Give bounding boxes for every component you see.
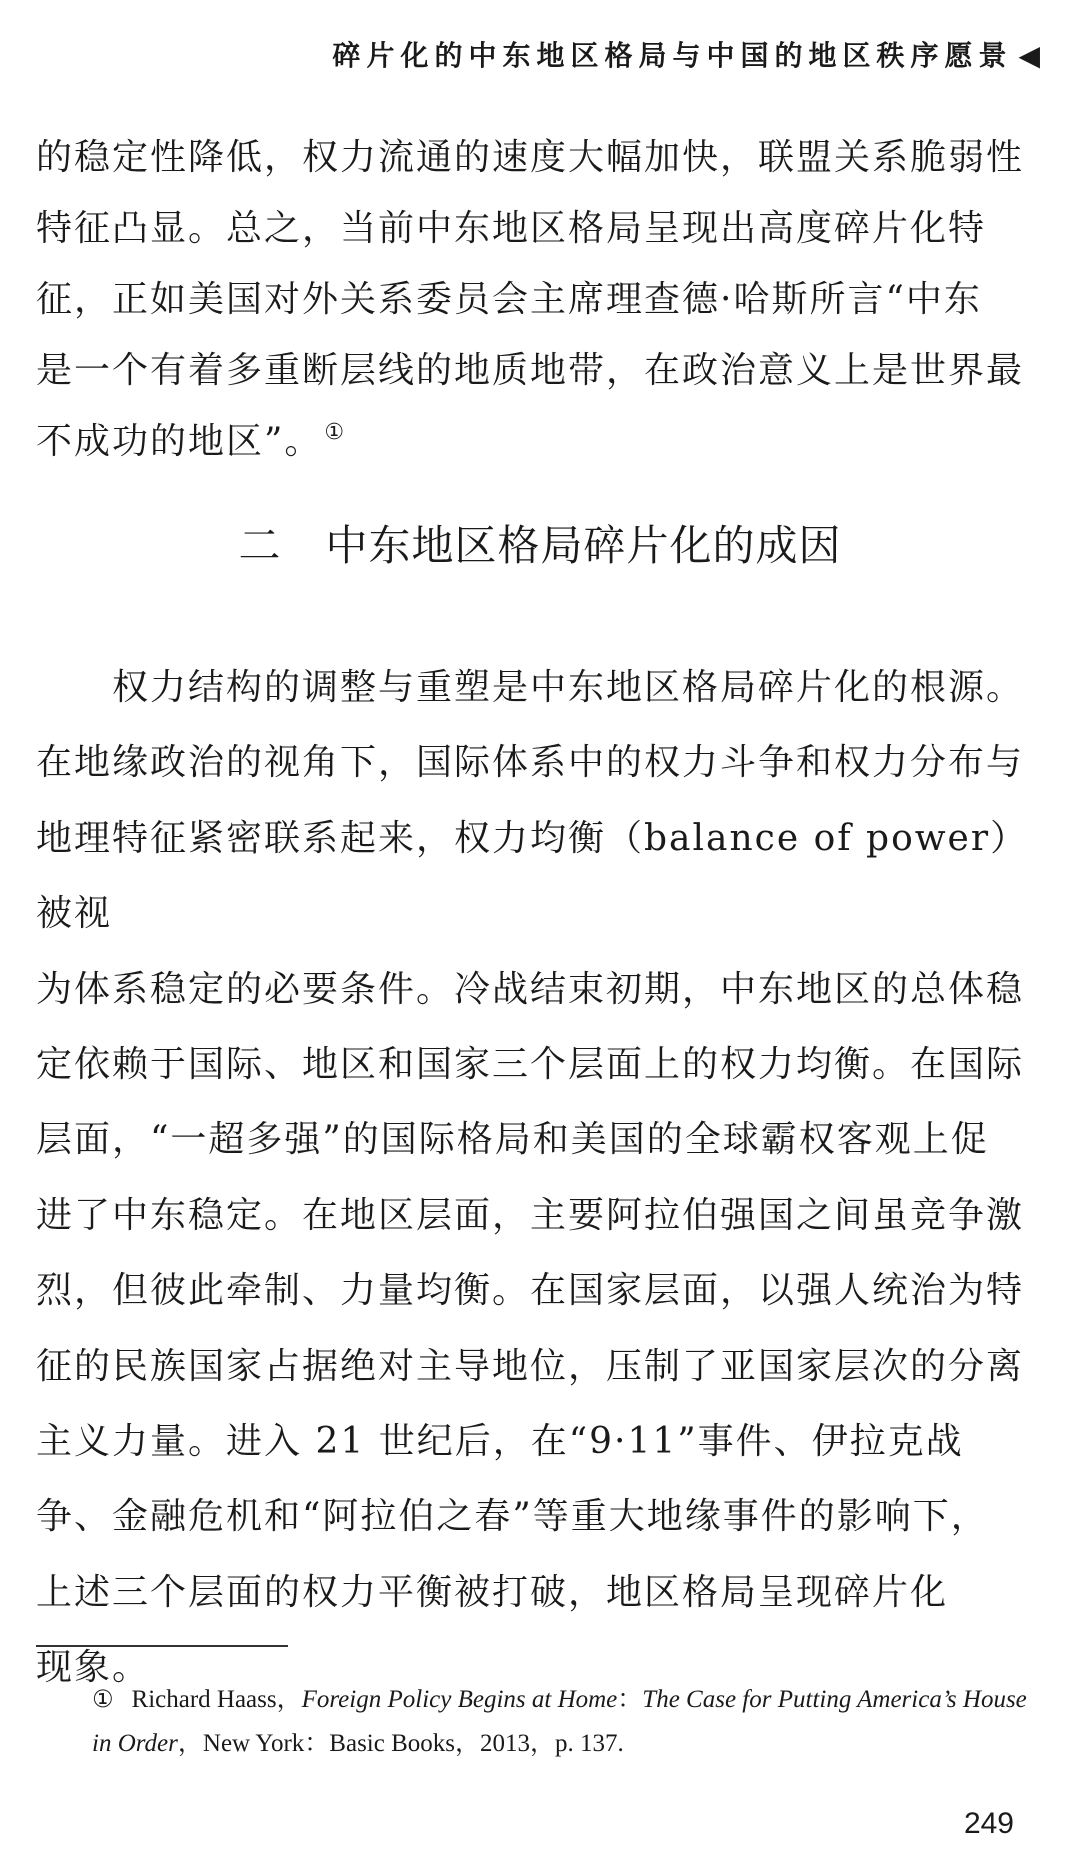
paragraph-text bbox=[36, 122, 1044, 477]
paragraph-continued bbox=[36, 122, 1044, 477]
footnote-book-title-main: Foreign Policy Begins at Home bbox=[301, 1686, 618, 1713]
triangle-left-icon: ◀ bbox=[1018, 39, 1040, 72]
section-title: 中东地区格局碎片化的成因 bbox=[325, 521, 842, 570]
footnote-author: Richard Haass， bbox=[131, 1686, 302, 1713]
section-heading bbox=[0, 516, 1080, 576]
footnote bbox=[36, 1677, 1044, 1766]
footnote-publication: ，New York：Basic Books，2013，p. 137. bbox=[177, 1730, 624, 1757]
footnote-reference: ① bbox=[324, 420, 347, 445]
footnote-colon: ： bbox=[617, 1686, 643, 1713]
footnote-book-title-sub: The Case for Putting America’s House in Order bbox=[92, 1686, 1027, 1757]
footnote-divider bbox=[36, 1645, 288, 1647]
running-header bbox=[0, 36, 1040, 76]
running-header-title: 碎片化的中东地区格局与中国的地区秩序愿景 bbox=[332, 39, 1013, 72]
footnote-text bbox=[36, 1677, 1044, 1766]
paragraph-2-body: 权力结构的调整与重塑是中东地区格局碎片化的根源。 在地缘政治的视角下，国际体系中的权力斗争和权力分布与 地理特征紧密联系起来，权力均衡（balance of power）被视 为体系稳定的必要条件。冷战结束初期，中东地区的总体稳 定依赖于国际、地区和国家三个层面上的权力均衡。在国际 层面，“一超多强”的国际格局和美国的全球霸权客观上促 进了中东稳定。在地区层面，主要阿拉伯强国之间虽竞争激 烈，但彼此牵制、力量均衡。在国家层面，以强人统治为特 征的民族国家占据绝对主导地位，压制了亚国家层次的分离 主义力量。进入 21 世纪后，在“9·11”事件、伊拉克战 争、金融危机和“阿拉伯之春”等重大地缘事件的影响下， 上述三个层面的权力平衡被打破，地区格局呈现碎片化 现象。 bbox=[36, 667, 1029, 1689]
page-number: 249 bbox=[963, 1807, 1014, 1840]
paragraph-1-body: 的稳定性降低，权力流通的速度大幅加快，联盟关系脆弱性 特征凸显。总之，当前中东地区格局呈现出高度碎片化特 征，正如美国对外关系委员会主席理查德·哈斯所言“中东 是一个有着多重断层线的地质地带，在政治意义上是世界最 不成功的地区”。 bbox=[36, 137, 1025, 462]
footnote-marker: ① bbox=[92, 1685, 114, 1713]
paragraph-main bbox=[36, 650, 1044, 1706]
section-number: 二 bbox=[238, 521, 282, 570]
